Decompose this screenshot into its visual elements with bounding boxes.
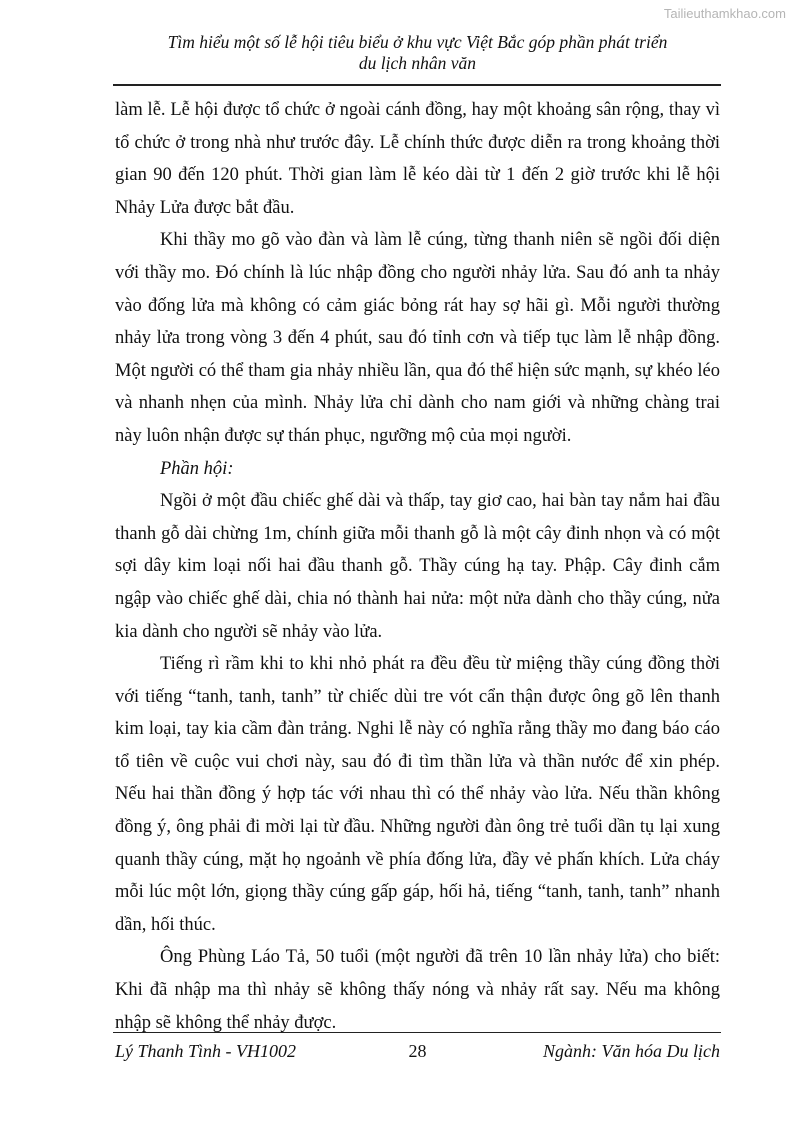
footer-divider — [113, 1032, 721, 1033]
paragraph-1: làm lễ. Lễ hội được tổ chức ở ngoài cánh đồng, hay một khoảng sân rộng, thay vì tổ chức ở trong nhà như trước đây. Lễ chính thức được diễn ra trong khoảng thời gian 90 đến 120 phút. Thời gian làm lễ kéo dài từ 1 đến 2 giờ trước khi lễ hội Nhảy Lửa được bắt đầu. — [115, 100, 720, 218]
header-title-line-1: Tìm hiểu một số lễ hội tiêu biểu ở khu vực Việt Bắc góp phần phát triển — [167, 32, 668, 52]
body-text — [115, 94, 720, 1039]
section-heading-phan-hoi: Phần hội: — [160, 458, 234, 479]
header-title-line-2: du lịch nhân văn — [358, 53, 477, 73]
header-divider — [113, 84, 721, 86]
watermark: Tailieuthamkhao.com — [663, 6, 786, 21]
page-footer — [115, 1041, 720, 1067]
footer-major: Ngành: Văn hóa Du lịch — [543, 1041, 720, 1061]
paragraph-4: Tiếng rì rầm khi to khi nhỏ phát ra đều đều từ miệng thầy cúng đồng thời với tiếng “tanh, tanh, tanh” từ chiếc dùi tre vót cẩn thận được ông gõ lên thanh kim loại, tay kia cầm đàn trảng. Nghi lễ này có nghĩa rằng thầy mo đang báo cáo tổ tiên về cuộc vui chơi này, sau đó đi tìm thần lửa và thần nước để xin phép. Nếu hai thần đồng ý hợp tác với nhau thì có thể nhảy vào lửa. Nếu thần không đồng ý, ông phải đi mời lại từ đầu. Những người đàn ông trẻ tuổi dần tụ lại xung quanh thầy cúng, mặt họ ngoảnh về phía đống lửa, đầy vẻ phấn khích. Lửa cháy mỗi lúc một lớn, giọng thầy cúng gấp gáp, hối hả, tiếng “tanh, tanh, tanh” nhanh dần, hối thúc. — [115, 654, 720, 935]
paragraph-3: Ngồi ở một đầu chiếc ghế dài và thấp, tay giơ cao, hai bàn tay nắm hai đầu thanh gỗ dài chừng 1m, chính giữa mỗi thanh gỗ là một cây đinh nhọn và có một sợi dây kim loại nối hai đầu thanh gỗ. Thầy cúng hạ tay. Phập. Cây đinh cắm ngập vào chiếc ghế dài, chia nó thành hai nửa: một nửa dành cho thầy cúng, nửa kia dành cho người sẽ nhảy vào lửa. — [115, 491, 720, 642]
footer-author: Lý Thanh Tình - VH1002 — [115, 1041, 297, 1061]
paragraph-5: Ông Phùng Láo Tả, 50 tuổi (một người đã trên 10 lần nhảy lửa) cho biết: Khi đã nhập ma thì nhảy sẽ không thấy nóng và nhảy rất say. Nếu ma không nhập sẽ không thể nhảy được. — [115, 947, 720, 1033]
page-number: 28 — [408, 1041, 427, 1061]
paragraph-2: Khi thầy mo gõ vào đàn và làm lễ cúng, từng thanh niên sẽ ngồi đối diện với thầy mo. Đó chính là lúc nhập đồng cho người nhảy lửa. Sau đó anh ta nhảy vào đống lửa mà không có cảm giác bỏng rát hay sợ hãi gì. Mỗi người thường nhảy lửa trong vòng 3 đến 4 phút, sau đó tỉnh cơn và tiếp tục làm lễ nhập đồng. Một người có thể tham gia nhảy nhiều lần, qua đó thể hiện sức mạnh, sự khéo léo và nhanh nhẹn của mình. Nhảy lửa chỉ dành cho nam giới và những chàng trai này luôn nhận được sự thán phục, ngưỡng mộ của mọi người. — [115, 230, 720, 446]
page-header — [115, 32, 720, 74]
